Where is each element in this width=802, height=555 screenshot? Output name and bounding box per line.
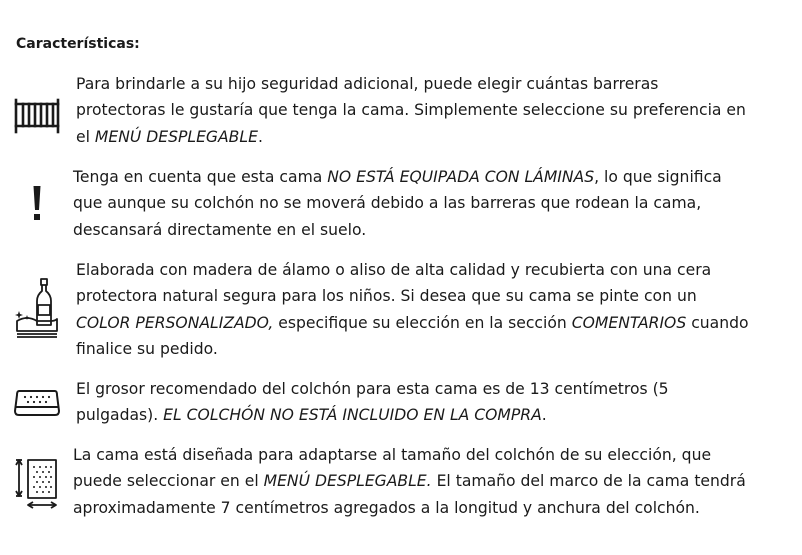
feature-text [73, 164, 722, 243]
text-line [73, 468, 746, 494]
text-run: La cama está diseñada para adaptarse al tamaño del colchón de su elección, que [73, 446, 712, 464]
text-run: cuando [686, 313, 749, 332]
text-run: Elaborada con madera de álamo o aliso de alta calidad y recubierta con una cera [76, 261, 712, 279]
text-line [76, 310, 749, 336]
text-line [73, 217, 722, 243]
text-run: el [76, 127, 95, 146]
mattress-icon [12, 387, 62, 417]
text-run: pulgadas). [76, 406, 164, 425]
feature-text [73, 442, 746, 521]
text-line [73, 442, 746, 468]
text-line [76, 124, 746, 150]
mattress-size-dimensions-icon [12, 457, 62, 509]
text-run: El tamaño del marco de la cama tendrá [431, 472, 746, 491]
text-run: Para brindarle a su hijo seguridad adicional, puede elegir cuántas barreras [76, 75, 659, 93]
text-line [73, 190, 722, 216]
text-line [76, 71, 746, 97]
text-run: El grosor recomendado del colchón para esta cama es de 13 centímetros (5 [76, 380, 669, 398]
text-run: especifique su elección en la sección [273, 313, 572, 332]
text-run: descansará directamente en el suelo. [73, 220, 367, 239]
text-run: finalice su pedido. [76, 340, 218, 359]
text-run: protectora natural segura para los niños. Si desea que su cama se pinte con un [76, 287, 697, 306]
emphasized-text: NO ESTÁ EQUIPADA CON LÁMINAS [327, 168, 595, 186]
feature-text [76, 257, 749, 363]
text-run: aproximadamente 7 centímetros agregados a la longitud y anchura del colchón. [73, 498, 700, 517]
emphasized-text: MENÚ DESPLEGABLE. [263, 472, 432, 491]
text-line [76, 402, 669, 428]
crib-rail-icon [12, 96, 62, 136]
text-line [76, 97, 746, 123]
wood-finish-bottle-icon [12, 276, 62, 340]
feature-text [76, 376, 669, 429]
text-line [76, 336, 749, 362]
text-line [73, 495, 746, 521]
feature-text [76, 71, 746, 150]
text-run: Tenga en cuenta que esta cama [73, 168, 328, 186]
text-run: puede seleccionar en el [73, 472, 264, 491]
text-run: que aunque su colchón no se moverá debido a las barreras que rodean la cama, [73, 194, 702, 213]
text-line [73, 164, 722, 190]
text-line [76, 283, 749, 309]
exclamation-icon [12, 183, 62, 223]
emphasized-text: COLOR PERSONALIZADO, [76, 313, 274, 332]
emphasized-text: MENÚ DESPLEGABLE [94, 127, 258, 146]
text-run: , lo que significa [594, 168, 722, 186]
text-line [76, 257, 749, 283]
text-run: protectoras le gustaría que tenga la cama. Simplemente seleccione su preferencia en [76, 101, 746, 120]
section-title: Características: [16, 36, 140, 52]
text-run: . [257, 127, 263, 146]
text-run: . [541, 406, 547, 425]
emphasized-text: EL COLCHÓN NO ESTÁ INCLUIDO EN LA COMPRA [163, 406, 542, 425]
emphasized-text: COMENTARIOS [571, 313, 687, 332]
text-line [76, 376, 669, 402]
